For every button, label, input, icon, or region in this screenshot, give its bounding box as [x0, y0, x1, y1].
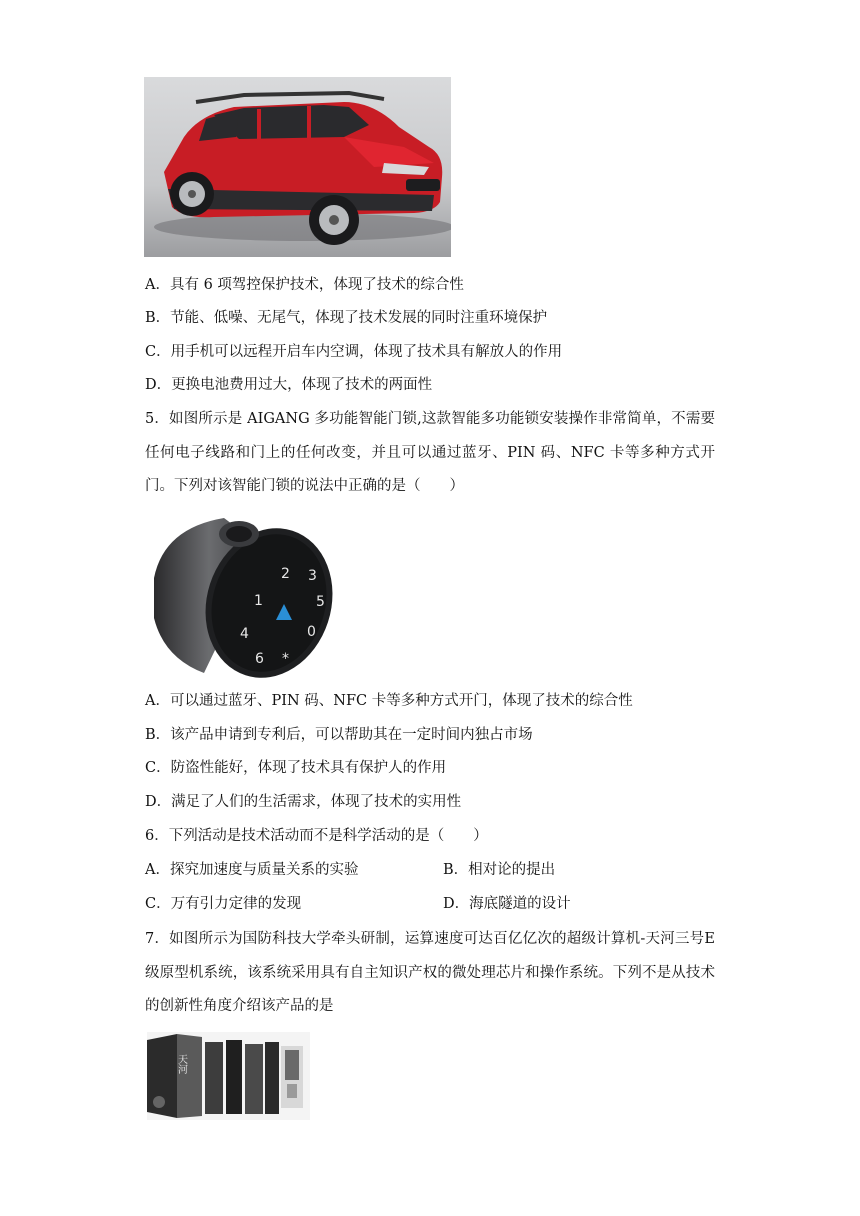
supercomputer-photo	[147, 1032, 310, 1120]
q4-option-a: A．具有 6 项驾控保护技术，体现了技术的综合性	[145, 277, 464, 293]
q5-option-b: B．该产品申请到专利后，可以帮助其在一定时间内独占市场	[145, 727, 533, 743]
smart-lock-photo	[144, 508, 340, 686]
smart-lock-illustration	[144, 508, 340, 686]
q4-option-d: D．更换电池费用过大，体现了技术的两面性	[145, 377, 433, 393]
keypad-digit-0: 0	[307, 624, 316, 640]
q5-option-a: A．可以通过蓝牙、PIN 码、NFC 卡等多种方式开门，体现了技术的综合性	[145, 693, 633, 709]
q5-stem: 5．如图所示是 AIGANG 多功能智能门锁,这款智能多功能锁安装操作非常简单，不需要任何电子线路和门上的任何改变，并且可以通过蓝牙、PIN 码、NFC 卡等多种方式开门。下列对该智能门锁的说法中正确的是（ ）	[145, 411, 715, 494]
q6-option-d: D．海底隧道的设计	[443, 896, 571, 912]
q6-option-a: A．探究加速度与质量关系的实验	[145, 862, 359, 878]
keypad-digit-3: 3	[308, 568, 317, 584]
q4-option-b: B．节能、低噪、无尾气，体现了技术发展的同时注重环境保护	[145, 310, 548, 326]
keypad-digit-4: 4	[240, 626, 249, 642]
supercomputer-illustration	[147, 1032, 310, 1120]
q7-stem: 7．如图所示为国防科技大学牵头研制，运算速度可达百亿亿次的超级计算机-天河三号E 级原型机系统，该系统采用具有自主知识产权的微处理芯片和操作系统。下列不是从技术的创新性角度介绍该产品的是	[145, 931, 715, 1014]
keypad-star: *	[282, 651, 289, 667]
keypad-digit-5: 5	[316, 594, 325, 610]
car-photo	[144, 77, 451, 257]
q5-option-d: D．满足了人们的生活需求，体现了技术的实用性	[145, 794, 462, 810]
keypad-digit-1: 1	[254, 593, 263, 609]
cabinet-logo-text: 天河	[175, 1054, 187, 1074]
keypad-digit-2: 2	[281, 566, 290, 582]
q5-option-c: C．防盗性能好，体现了技术具有保护人的作用	[145, 760, 447, 776]
q6-stem: 6．下列活动是技术活动而不是科学活动的是（ ）	[145, 828, 488, 844]
q4-option-c: C．用手机可以远程开启车内空调，体现了技术具有解放人的作用	[145, 344, 563, 360]
q6-option-c: C．万有引力定律的发现	[145, 896, 302, 912]
q6-option-b: B．相对论的提出	[443, 862, 556, 878]
keypad-digit-6: 6	[255, 651, 264, 667]
red-suv-illustration	[144, 77, 451, 257]
